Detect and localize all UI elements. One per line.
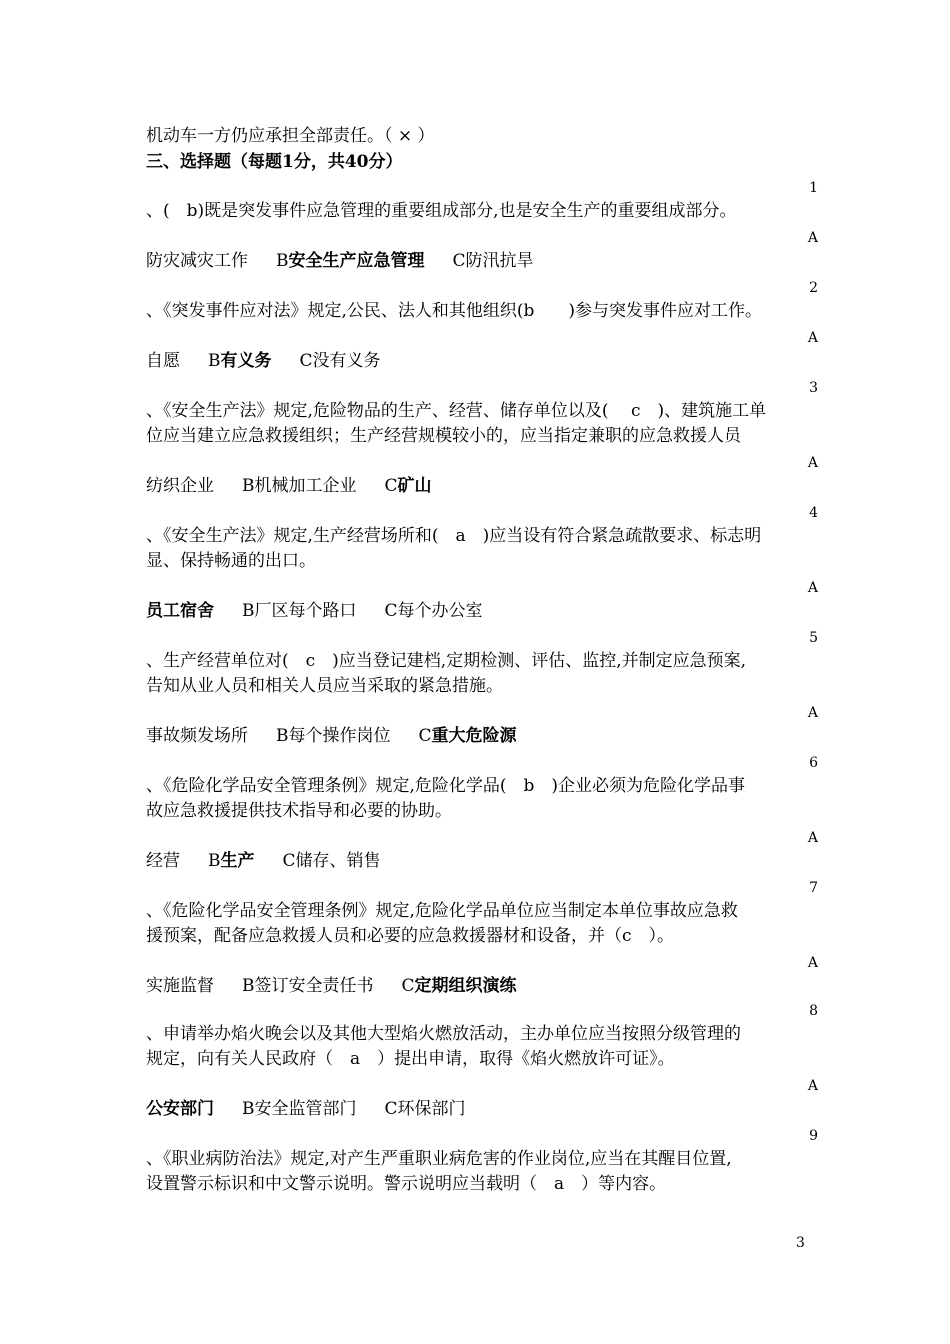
page-number: 3 [796,1235,805,1251]
question-text: 规定，向有关人民政府（ a ）提出申请，取得《焰火燃放许可证》。 [146,1049,675,1069]
question-text: 、《安全生产法》规定,生产经营场所和( a )应当设有符合紧急疏散要求、标志明 [146,526,762,546]
option-text: 经营 [146,851,180,871]
correct-answer: 重大危险源 [431,726,517,746]
answer-options [146,351,818,371]
option-text: B [208,851,221,871]
option-text: 实施监督 [146,976,214,996]
option-text: C防汛抗旱 [452,251,534,271]
question-text: 、《危险化学品安全管理条例》规定,危险化学品单位应当制定本单位事故应急救 [146,901,738,921]
section-title: 三、选择题（每题1分，共40分） [146,152,403,172]
option-text: B签订安全责任书 [242,976,374,996]
option-text: 自愿 [146,351,180,371]
correct-answer: 安全生产应急管理 [288,251,425,271]
question-number: 3 [809,380,818,396]
question-text: 、申请举办焰火晚会以及其他大型焰火燃放活动，主办单位应当按照分级管理的 [146,1024,741,1044]
correct-answer: 有义务 [220,351,272,371]
answer-options [146,601,818,621]
option-a-marker: A [807,455,818,471]
option-text: B每个操作岗位 [276,726,391,746]
option-text: C [401,976,415,996]
correct-answer: 员工宿舍 [146,601,214,621]
answer-options [146,726,818,746]
question-number: 4 [809,505,818,521]
option-text: 纺织企业 [146,476,214,496]
option-text: C [418,726,432,746]
question-number: 6 [809,755,818,771]
question-text: 、《安全生产法》规定,危险物品的生产、经营、储存单位以及( c )、建筑施工单 [146,401,767,421]
option-a-marker: A [807,1078,818,1094]
option-a-marker: A [807,330,818,346]
correct-answer: 公安部门 [146,1099,214,1119]
question-number: 5 [809,630,818,646]
question-text: 告知从业人员和相关人员应当采取的紧急措施。 [146,676,503,696]
question-text: 设置警示标识和中文警示说明。警示说明应当载明（ a ）等内容。 [146,1174,667,1194]
answer-options [146,851,818,871]
intro-line: 机动车一方仍应承担全部责任。（ × ） [146,126,435,146]
question-text: 援预案，配备应急救援人员和必要的应急救援器材和设备，并（c ）。 [146,926,675,946]
option-text: B [208,351,221,371]
question-text: 、生产经营单位对( c )应当登记建档,定期检测、评估、监控,并制定应急预案, [146,651,746,671]
question-number: 1 [809,180,818,196]
option-text: 防灾减灾工作 [146,251,248,271]
question-text: 、《职业病防治法》规定,对产生严重职业病危害的作业岗位,应当在其醒目位置, [146,1149,732,1169]
option-text: C没有义务 [299,351,381,371]
correct-answer: 生产 [220,851,255,871]
option-a-marker: A [807,830,818,846]
option-a-marker: A [807,230,818,246]
answer-options [146,251,818,271]
answer-options [146,1099,818,1119]
option-a-marker: A [807,580,818,596]
option-text: C [384,476,398,496]
answer-options [146,476,818,496]
option-text: B安全监管部门 [242,1099,357,1119]
question-text: 、《危险化学品安全管理条例》规定,危险化学品( b )企业必须为危险化学品事 [146,776,746,796]
question-number: 2 [809,280,818,296]
option-text: B厂区每个路口 [242,601,357,621]
question-number: 7 [809,880,818,896]
option-a-marker: A [807,955,818,971]
correct-answer: 矿山 [397,476,432,496]
option-text: B机械加工企业 [242,476,357,496]
question-text: 、《突发事件应对法》规定,公民、法人和其他组织(b )参与突发事件应对工作。 [146,301,763,321]
option-text: C环保部门 [384,1099,466,1119]
question-text: 位应当建立应急救援组织；生产经营规模较小的，应当指定兼职的应急救援人员 [146,426,741,446]
option-text: C储存、销售 [282,851,381,871]
option-text: B [276,251,289,271]
question-text: 故应急救援提供技术指导和必要的协助。 [146,801,452,821]
correct-answer: 定期组织演练 [414,976,517,996]
option-text: 事故频发场所 [146,726,248,746]
option-a-marker: A [807,705,818,721]
question-text: 、( b)既是突发事件应急管理的重要组成部分,也是安全生产的重要组成部分。 [146,201,737,221]
question-number: 8 [809,1003,818,1019]
option-text: C每个办公室 [384,601,483,621]
question-text: 显、保持畅通的出口。 [146,551,316,571]
answer-options [146,976,818,996]
question-number: 9 [809,1128,818,1144]
